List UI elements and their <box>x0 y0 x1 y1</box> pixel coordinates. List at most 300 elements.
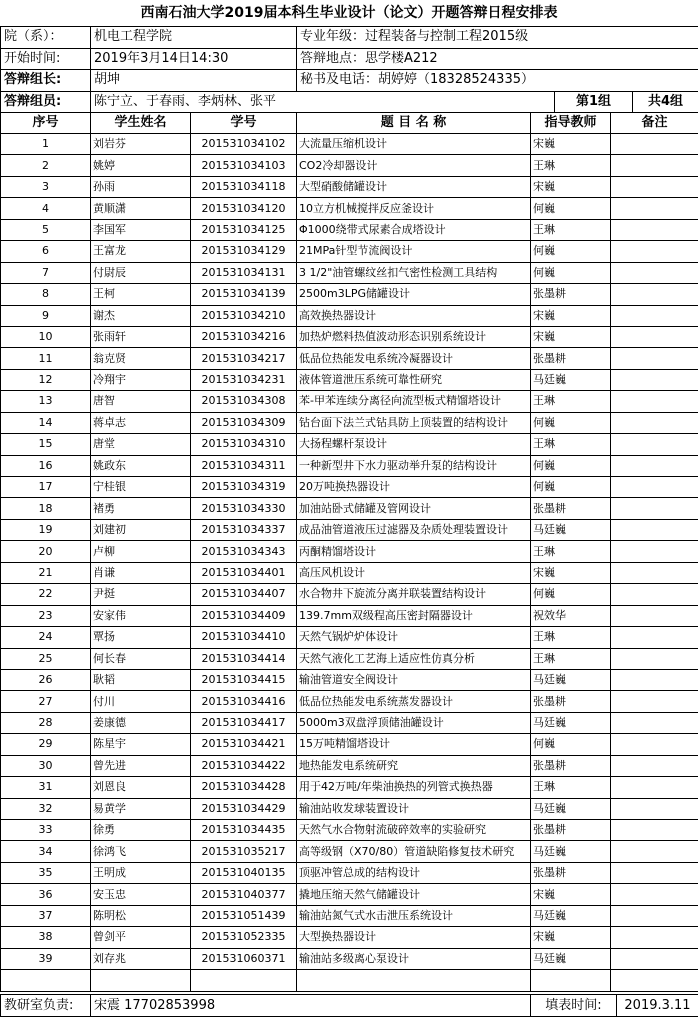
remark-cell <box>611 477 698 498</box>
remark-cell <box>611 498 698 519</box>
remark-cell <box>611 348 698 369</box>
student-id: 201531034103 <box>191 155 297 176</box>
advisor-name: 宋巍 <box>531 927 611 948</box>
thesis-topic: 输油管道安全阀设计 <box>297 669 531 690</box>
thesis-topic: 2500m3LPG储罐设计 <box>297 284 531 305</box>
advisor-name: 何巍 <box>531 198 611 219</box>
thesis-topic: 天然气液化工艺海上适应性仿真分析 <box>297 648 531 669</box>
advisor-name: 张墨耕 <box>531 862 611 883</box>
table-row <box>1 134 698 155</box>
student-id: 201531040135 <box>191 862 297 883</box>
row-number: 8 <box>1 284 91 305</box>
secretary-value: 秘书及电话：胡婷婷（18328524335） <box>297 70 698 92</box>
row-number: 39 <box>1 948 91 969</box>
advisor-name: 王琳 <box>531 541 611 562</box>
row-number: 31 <box>1 777 91 798</box>
thesis-topic: 液体管道泄压系统可靠性研究 <box>297 369 531 390</box>
student-name: 王明成 <box>91 862 191 883</box>
table-row <box>1 820 698 841</box>
empty-cell <box>611 970 698 991</box>
remark-cell <box>611 584 698 605</box>
remark-cell <box>611 734 698 755</box>
table-row <box>1 755 698 776</box>
leader-label: 答辩组长: <box>1 70 91 92</box>
table-row <box>1 712 698 733</box>
row-number: 34 <box>1 841 91 862</box>
student-id: 201531034120 <box>191 198 297 219</box>
thesis-topic: 21MPa针型节流阀设计 <box>297 241 531 262</box>
table-row <box>1 498 698 519</box>
row-number: 12 <box>1 369 91 390</box>
student-name: 刘建初 <box>91 519 191 540</box>
student-id: 201531034125 <box>191 219 297 240</box>
row-number: 15 <box>1 434 91 455</box>
members-value: 陈宁立、于春雨、李炳林、张平 <box>91 91 555 113</box>
student-id: 201531034343 <box>191 541 297 562</box>
row-number: 23 <box>1 605 91 626</box>
empty-cell <box>191 970 297 991</box>
remark-cell <box>611 627 698 648</box>
advisor-name: 宋巍 <box>531 176 611 197</box>
major-value: 专业年级：过程装备与控制工程2015级 <box>297 27 698 49</box>
thesis-topic: 一种新型井下水力驱动举升泵的结构设计 <box>297 455 531 476</box>
thesis-topic: 高压风机设计 <box>297 562 531 583</box>
table-row <box>1 219 698 240</box>
thesis-topic: CO2冷却器设计 <box>297 155 531 176</box>
empty-cell <box>91 970 191 991</box>
remark-cell <box>611 219 698 240</box>
column-header-advisor: 指导教师 <box>531 113 611 134</box>
advisor-name: 王琳 <box>531 219 611 240</box>
row-number: 16 <box>1 455 91 476</box>
row-number: 24 <box>1 627 91 648</box>
remark-cell <box>611 326 698 347</box>
column-header-no: 序号 <box>1 113 91 134</box>
remark-cell <box>611 176 698 197</box>
footer-head-label: 教研室负责: <box>1 995 91 1017</box>
advisor-name: 马廷巍 <box>531 798 611 819</box>
remark-cell <box>611 841 698 862</box>
student-id: 201531034309 <box>191 412 297 433</box>
row-number: 29 <box>1 734 91 755</box>
advisor-name: 马廷巍 <box>531 712 611 733</box>
dept-value: 机电工程学院 <box>91 27 297 49</box>
remark-cell <box>611 712 698 733</box>
row-number: 4 <box>1 198 91 219</box>
student-id: 201531034139 <box>191 284 297 305</box>
student-id: 201531034308 <box>191 391 297 412</box>
student-id: 201531034311 <box>191 455 297 476</box>
student-id: 201531034414 <box>191 648 297 669</box>
remark-cell <box>611 412 698 433</box>
student-id: 201531034421 <box>191 734 297 755</box>
advisor-name: 张墨耕 <box>531 284 611 305</box>
student-id: 201531034330 <box>191 498 297 519</box>
page-title: 西南石油大学2019届本科生毕业设计（论文）开题答辩日程安排表 <box>140 5 558 21</box>
advisor-name: 何巍 <box>531 241 611 262</box>
table-row <box>1 669 698 690</box>
table-row <box>1 519 698 540</box>
student-name: 陈星宇 <box>91 734 191 755</box>
student-name: 尹挺 <box>91 584 191 605</box>
thesis-topic: 输油站氮气式水击泄压系统设计 <box>297 905 531 926</box>
student-name: 冷翔宇 <box>91 369 191 390</box>
row-number: 19 <box>1 519 91 540</box>
table-row <box>1 155 698 176</box>
thesis-topic: 低品位热能发电系统蒸发器设计 <box>297 691 531 712</box>
table-row <box>1 884 698 905</box>
student-id: 201531034428 <box>191 777 297 798</box>
advisor-name: 张墨耕 <box>531 755 611 776</box>
row-number: 21 <box>1 562 91 583</box>
advisor-name: 宋巍 <box>531 305 611 326</box>
advisor-name: 祝效华 <box>531 605 611 626</box>
table-row <box>1 284 698 305</box>
remark-cell <box>611 798 698 819</box>
advisor-name: 马廷巍 <box>531 948 611 969</box>
thesis-topic: 10立方机械搅拌反应釜设计 <box>297 198 531 219</box>
student-name: 谢杰 <box>91 305 191 326</box>
footer-table <box>0 994 698 1017</box>
remark-cell <box>611 820 698 841</box>
row-number: 14 <box>1 412 91 433</box>
student-name: 卢柳 <box>91 541 191 562</box>
remark-cell <box>611 391 698 412</box>
row-number: 38 <box>1 927 91 948</box>
student-id: 201531034216 <box>191 326 297 347</box>
thesis-topic: 大型换热器设计 <box>297 927 531 948</box>
table-row <box>1 905 698 926</box>
remark-cell <box>611 369 698 390</box>
student-name: 陈明松 <box>91 905 191 926</box>
student-name: 宁桂银 <box>91 477 191 498</box>
remark-cell <box>611 648 698 669</box>
table-row <box>1 605 698 626</box>
table-row <box>1 927 698 948</box>
student-id: 201531060371 <box>191 948 297 969</box>
student-id: 201531034429 <box>191 798 297 819</box>
row-number: 28 <box>1 712 91 733</box>
row-number: 9 <box>1 305 91 326</box>
table-row <box>1 691 698 712</box>
advisor-name: 张墨耕 <box>531 498 611 519</box>
thesis-topic: 苯-甲苯连续分离径向流型板式精馏塔设计 <box>297 391 531 412</box>
advisor-name: 何巍 <box>531 455 611 476</box>
advisor-name: 马廷巍 <box>531 519 611 540</box>
start-value: 2019年3月14日14:30 <box>91 48 297 70</box>
thesis-topic: 15万吨精馏塔设计 <box>297 734 531 755</box>
student-id: 201531034210 <box>191 305 297 326</box>
student-id: 201531034407 <box>191 584 297 605</box>
row-number: 17 <box>1 477 91 498</box>
empty-cell <box>1 970 91 991</box>
info-row-members <box>1 91 698 113</box>
student-id: 201531034422 <box>191 755 297 776</box>
student-rows <box>1 134 698 992</box>
row-number: 25 <box>1 648 91 669</box>
table-row <box>1 198 698 219</box>
remark-cell <box>611 198 698 219</box>
student-name: 徐勇 <box>91 820 191 841</box>
table-header-row <box>1 113 698 134</box>
remark-cell <box>611 905 698 926</box>
student-id: 201531034129 <box>191 241 297 262</box>
table-row <box>1 862 698 883</box>
student-id: 201531034231 <box>191 369 297 390</box>
thesis-topic: 钻台面下法兰式钻具防上顶装置的结构设计 <box>297 412 531 433</box>
info-row-start <box>1 48 698 70</box>
thesis-topic: 输油站收发球装置设计 <box>297 798 531 819</box>
row-number: 11 <box>1 348 91 369</box>
student-id: 201531034337 <box>191 519 297 540</box>
footer-head-value: 宋震 17702853998 <box>91 995 531 1017</box>
advisor-name: 马廷巍 <box>531 905 611 926</box>
student-id: 201531034131 <box>191 262 297 283</box>
thesis-topic: 大流量压缩机设计 <box>297 134 531 155</box>
student-name: 刘存兆 <box>91 948 191 969</box>
row-number: 33 <box>1 820 91 841</box>
student-id: 201531034416 <box>191 691 297 712</box>
advisor-name: 马廷巍 <box>531 841 611 862</box>
remark-cell <box>611 755 698 776</box>
empty-cell <box>297 970 531 991</box>
student-name: 徐鸿飞 <box>91 841 191 862</box>
row-number: 26 <box>1 669 91 690</box>
student-name: 蒋卓志 <box>91 412 191 433</box>
row-number: 20 <box>1 541 91 562</box>
thesis-topic: Φ1000绕带式尿素合成塔设计 <box>297 219 531 240</box>
advisor-name: 何巍 <box>531 734 611 755</box>
advisor-name: 王琳 <box>531 391 611 412</box>
remark-cell <box>611 777 698 798</box>
row-number: 30 <box>1 755 91 776</box>
advisor-name: 宋巍 <box>531 884 611 905</box>
student-id: 201531034401 <box>191 562 297 583</box>
row-number: 18 <box>1 498 91 519</box>
row-number: 2 <box>1 155 91 176</box>
student-name: 耿韬 <box>91 669 191 690</box>
leader-value: 胡坤 <box>91 70 297 92</box>
thesis-topic: 丙酮精馏塔设计 <box>297 541 531 562</box>
remark-cell <box>611 605 698 626</box>
student-name: 王富龙 <box>91 241 191 262</box>
advisor-name: 张墨耕 <box>531 820 611 841</box>
student-name: 肖谦 <box>91 562 191 583</box>
thesis-topic: 天然气水合物射流破碎效率的实验研究 <box>297 820 531 841</box>
members-label: 答辩组员: <box>1 91 91 113</box>
student-id: 201531051439 <box>191 905 297 926</box>
row-number: 3 <box>1 176 91 197</box>
advisor-name: 王琳 <box>531 434 611 455</box>
remark-cell <box>611 669 698 690</box>
remark-cell <box>611 262 698 283</box>
table-row <box>1 562 698 583</box>
advisor-name: 何巍 <box>531 584 611 605</box>
student-name: 褚勇 <box>91 498 191 519</box>
advisor-name: 王琳 <box>531 627 611 648</box>
student-name: 曾先进 <box>91 755 191 776</box>
student-name: 姚婷 <box>91 155 191 176</box>
thesis-topic: 5000m3双盘浮顶储油罐设计 <box>297 712 531 733</box>
student-id: 201531034415 <box>191 669 297 690</box>
student-name: 刘恩良 <box>91 777 191 798</box>
dept-label: 院（系）： <box>1 27 91 49</box>
student-name: 姜康德 <box>91 712 191 733</box>
thesis-topic: 139.7mm双级程高压密封隔器设计 <box>297 605 531 626</box>
student-id: 201531034417 <box>191 712 297 733</box>
thesis-topic: 水合物井下旋流分离并联装置结构设计 <box>297 584 531 605</box>
column-header-topic: 题 目 名 称 <box>297 113 531 134</box>
table-row <box>1 541 698 562</box>
student-id: 201531035217 <box>191 841 297 862</box>
table-row <box>1 627 698 648</box>
thesis-topic: 天然气锅炉炉体设计 <box>297 627 531 648</box>
row-number: 7 <box>1 262 91 283</box>
student-id: 201531034319 <box>191 477 297 498</box>
table-row <box>1 584 698 605</box>
student-name: 覃扬 <box>91 627 191 648</box>
thesis-topic: 输油站多级离心泵设计 <box>297 948 531 969</box>
table-row <box>1 777 698 798</box>
advisor-name: 马廷巍 <box>531 669 611 690</box>
footer-date-value: 2019.3.11 <box>617 995 698 1017</box>
student-name: 唐堂 <box>91 434 191 455</box>
student-id: 201531034409 <box>191 605 297 626</box>
student-name: 安家伟 <box>91 605 191 626</box>
remark-cell <box>611 691 698 712</box>
group-label: 第1组 <box>555 91 633 113</box>
advisor-name: 王琳 <box>531 648 611 669</box>
empty-row <box>1 970 698 991</box>
table-row <box>1 262 698 283</box>
row-number: 6 <box>1 241 91 262</box>
student-id: 201531034118 <box>191 176 297 197</box>
info-row-dept <box>1 27 698 49</box>
row-number: 36 <box>1 884 91 905</box>
row-number: 10 <box>1 326 91 347</box>
remark-cell <box>611 134 698 155</box>
student-id: 201531034410 <box>191 627 297 648</box>
table-row <box>1 305 698 326</box>
thesis-topic: 低品位热能发电系统冷凝器设计 <box>297 348 531 369</box>
column-header-id: 学号 <box>191 113 297 134</box>
table-row <box>1 455 698 476</box>
student-id: 201531034102 <box>191 134 297 155</box>
student-id: 201531034217 <box>191 348 297 369</box>
table-row <box>1 176 698 197</box>
thesis-topic: 高效换热器设计 <box>297 305 531 326</box>
info-row-leader <box>1 70 698 92</box>
remark-cell <box>611 884 698 905</box>
thesis-topic: 用于42万吨/年柴油换热的列管式换热器 <box>297 777 531 798</box>
remark-cell <box>611 434 698 455</box>
place-value: 答辩地点：思学楼A212 <box>297 48 698 70</box>
row-number: 35 <box>1 862 91 883</box>
thesis-topic: 大型硝酸储罐设计 <box>297 176 531 197</box>
table-row <box>1 369 698 390</box>
student-name: 黄顺潇 <box>91 198 191 219</box>
thesis-topic: 3 1/2"油管螺纹丝扣气密性检测工具结构 <box>297 262 531 283</box>
thesis-topic: 顶驱冲管总成的结构设计 <box>297 862 531 883</box>
column-header-name: 学生姓名 <box>91 113 191 134</box>
remark-cell <box>611 155 698 176</box>
thesis-topic: 地热能发电系统研究 <box>297 755 531 776</box>
remark-cell <box>611 241 698 262</box>
table-row <box>1 798 698 819</box>
student-name: 付川 <box>91 691 191 712</box>
footer-row <box>1 995 698 1017</box>
remark-cell <box>611 948 698 969</box>
remark-cell <box>611 305 698 326</box>
table-row <box>1 477 698 498</box>
table-row <box>1 391 698 412</box>
table-row <box>1 326 698 347</box>
remark-cell <box>611 519 698 540</box>
student-id: 201531034435 <box>191 820 297 841</box>
thesis-topic: 高等级钢（X70/80）管道缺陷修复技术研究 <box>297 841 531 862</box>
start-label: 开始时间: <box>1 48 91 70</box>
info-table <box>0 26 698 113</box>
empty-cell <box>531 970 611 991</box>
thesis-topic: 加热炉燃料热值波动形态识别系统设计 <box>297 326 531 347</box>
row-number: 22 <box>1 584 91 605</box>
table-row <box>1 241 698 262</box>
student-name: 王柯 <box>91 284 191 305</box>
student-name: 刘岩芬 <box>91 134 191 155</box>
table-row <box>1 412 698 433</box>
thesis-topic: 撬地压缩天然气储罐设计 <box>297 884 531 905</box>
row-number: 13 <box>1 391 91 412</box>
advisor-name: 何巍 <box>531 477 611 498</box>
row-number: 1 <box>1 134 91 155</box>
student-name: 姚政东 <box>91 455 191 476</box>
advisor-name: 张墨耕 <box>531 348 611 369</box>
remark-cell <box>611 862 698 883</box>
student-name: 唐智 <box>91 391 191 412</box>
student-name: 孙雨 <box>91 176 191 197</box>
student-id: 201531052335 <box>191 927 297 948</box>
advisor-name: 张墨耕 <box>531 691 611 712</box>
student-name: 付尉辰 <box>91 262 191 283</box>
advisor-name: 马廷巍 <box>531 369 611 390</box>
footer-date-label: 填表时间: <box>531 995 617 1017</box>
student-name: 翁克贤 <box>91 348 191 369</box>
thesis-topic: 大扬程螺杆泵设计 <box>297 434 531 455</box>
student-name: 李国军 <box>91 219 191 240</box>
student-id: 201531034310 <box>191 434 297 455</box>
thesis-topic: 加油站卧式储罐及管网设计 <box>297 498 531 519</box>
thesis-topic: 成品油管道液压过滤器及杂质处理装置设计 <box>297 519 531 540</box>
row-number: 32 <box>1 798 91 819</box>
table-row <box>1 648 698 669</box>
remark-cell <box>611 284 698 305</box>
student-id: 201531040377 <box>191 884 297 905</box>
advisor-name: 宋巍 <box>531 562 611 583</box>
row-number: 5 <box>1 219 91 240</box>
advisor-name: 王琳 <box>531 155 611 176</box>
table-row <box>1 948 698 969</box>
remark-cell <box>611 455 698 476</box>
row-number: 37 <box>1 905 91 926</box>
table-row <box>1 434 698 455</box>
student-name: 安玉忠 <box>91 884 191 905</box>
advisor-name: 宋巍 <box>531 326 611 347</box>
total-groups-label: 共4组 <box>633 91 698 113</box>
advisor-name: 王琳 <box>531 777 611 798</box>
student-name: 张雨轩 <box>91 326 191 347</box>
table-row <box>1 348 698 369</box>
advisor-name: 何巍 <box>531 262 611 283</box>
